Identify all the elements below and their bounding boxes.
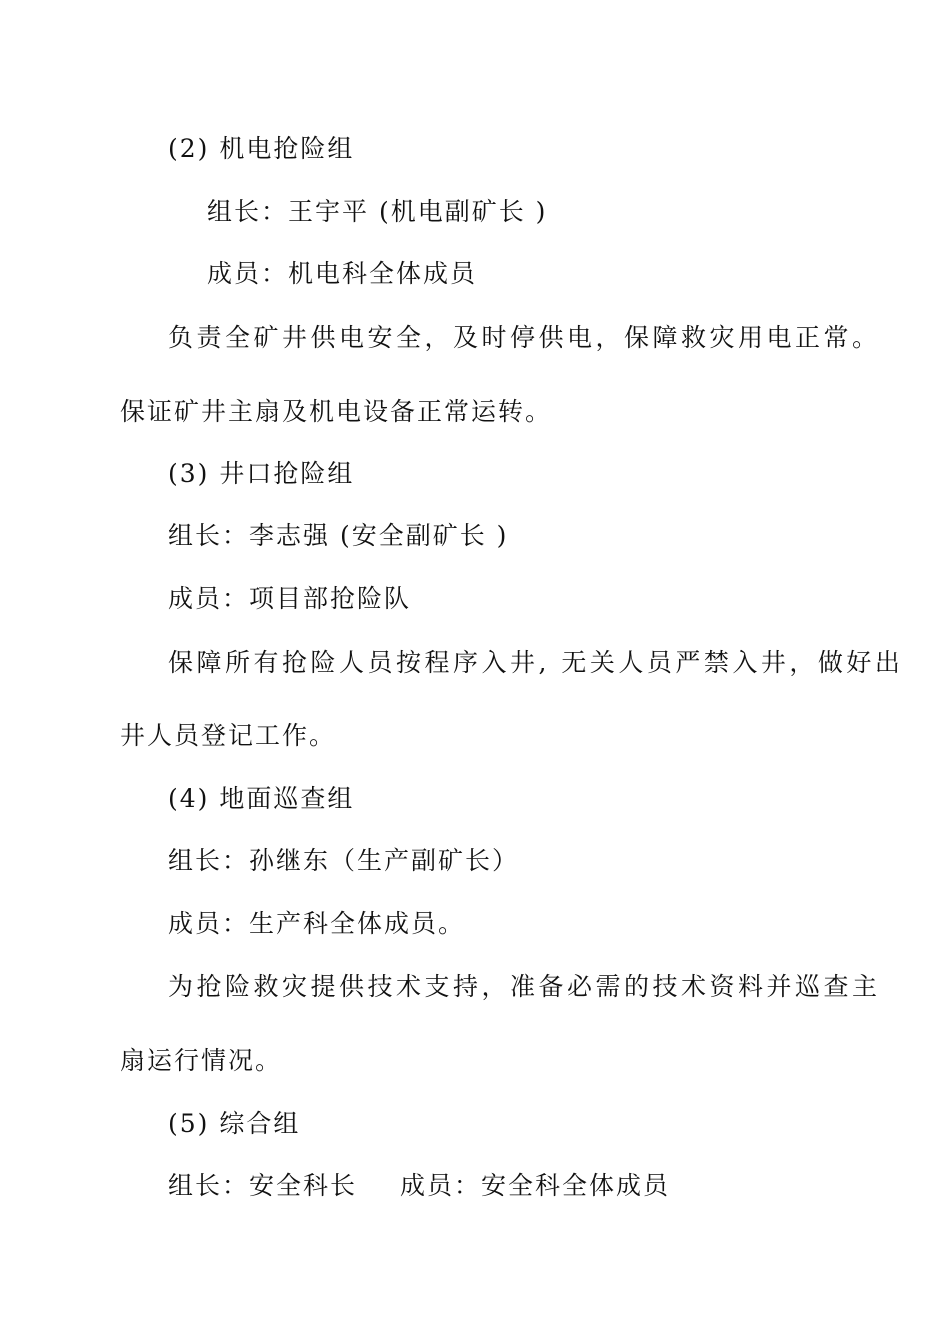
section-heading-general-group: (5) 综合组	[168, 1109, 301, 1138]
duty-paragraph-line: 为抢险救灾提供技术支持，准备必需的技术资料并巡查主	[168, 972, 881, 1001]
section-heading-mechanical-rescue: (2) 机电抢险组	[168, 134, 355, 163]
group-members-line: 成员：生产科全体成员。	[168, 909, 466, 938]
group-members-line: 成员：机电科全体成员	[207, 259, 478, 288]
group-leader-line: 组长：王宇平 (机电副矿长 )	[207, 197, 548, 226]
section-heading-ground-patrol: (4) 地面巡查组	[168, 784, 355, 813]
duty-paragraph-line: 负责全矿井供电安全，及时停供电，保障救灾用电正常。	[168, 323, 881, 352]
duty-paragraph-line: 保障所有抢险人员按程序入井, 无关人员严禁入井，做好出	[168, 648, 904, 677]
group-leader-line: 组长：孙继东（生产副矿长）	[168, 846, 520, 875]
group-members-line: 成员：项目部抢险队	[168, 584, 412, 613]
group-leader-line: 组长：安全科长	[168, 1171, 358, 1200]
section-heading-shaft-rescue: (3) 井口抢险组	[168, 459, 355, 488]
duty-paragraph-line: 扇运行情况。	[120, 1046, 283, 1075]
group-leader-line: 组长：李志强 (安全副矿长 )	[168, 521, 509, 550]
duty-paragraph-line: 井人员登记工作。	[120, 721, 337, 750]
group-members-line: 成员：安全科全体成员	[400, 1171, 671, 1200]
duty-paragraph-line: 保证矿井主扇及机电设备正常运转。	[120, 397, 553, 426]
